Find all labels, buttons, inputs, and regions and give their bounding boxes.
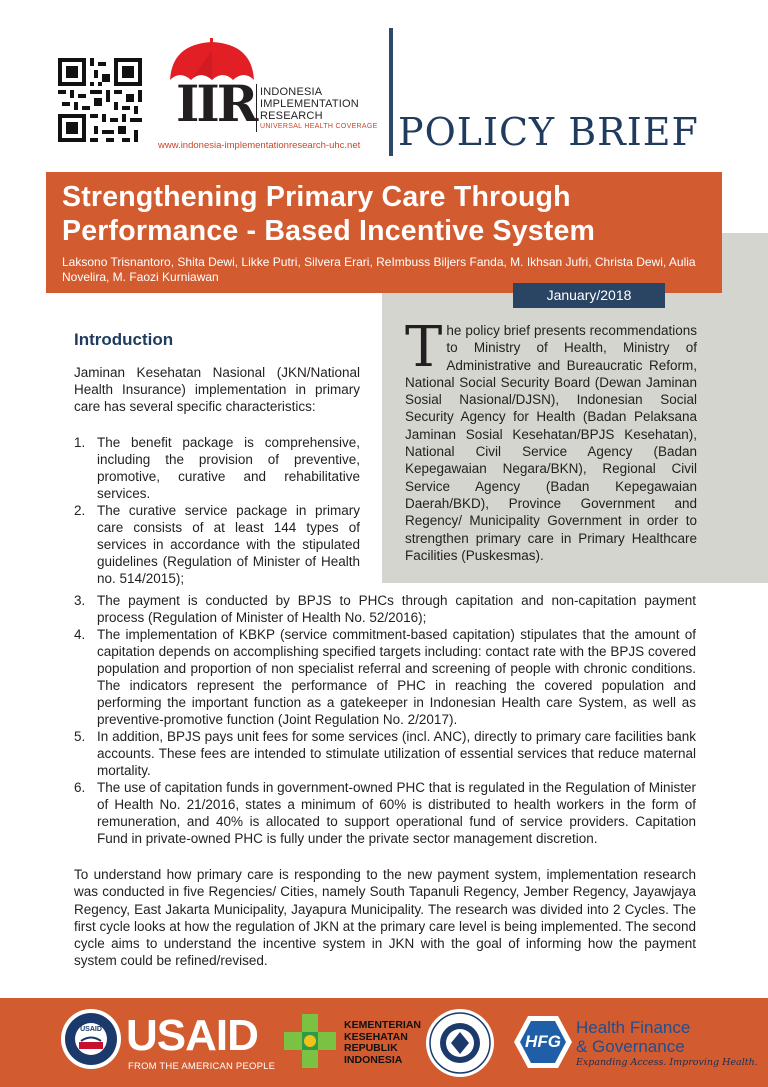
usaid-tagline: FROM THE AMERICAN PEOPLE <box>128 1061 276 1072</box>
list-item <box>74 502 360 587</box>
hfg-mark-text: HFG <box>525 1032 561 1051</box>
university-seal <box>425 1008 495 1078</box>
list-item-number: 3. <box>74 593 86 608</box>
kemenkes-text-line: KESEHATAN <box>344 1030 408 1043</box>
list-item <box>74 626 696 728</box>
summary-text <box>405 315 697 564</box>
org-name <box>260 86 378 131</box>
usaid-seal <box>60 1008 122 1070</box>
list-item <box>74 434 360 502</box>
summary-body: he policy brief presents recommendations to Ministry of Health, Ministry of Administrative and Bureaucratic Reform, National Social Security Board (Dewan Jaminan Sosial Nasional/DJSN), Indonesian Social Security Agency for Health (Badan Pelaksana Jaminan Sosial Kesehatan/BPJS Kesehatan), National Civil Service Agency (Badan Kepegawaian Negara/BKN), Regional Civil Service Agency (Badan Kepegawaian Daerah/BKD), Province Government and Regency/ Municipality Government in order to strengthen primary care in Primary Healthcare Facilities (Puskesmas). <box>405 323 697 563</box>
org-name-line: IMPLEMENTATION <box>260 98 359 110</box>
document-type-heading: POLICY BRIEF <box>398 110 699 154</box>
hfg-name-line: & Governance <box>576 1037 685 1056</box>
list-item <box>74 728 696 779</box>
introduction-lead: Jaminan Kesehatan Nasional (JKN/National Health Insurance) implementation in primary care has several specific characteristics: <box>74 365 360 414</box>
list-item-number: 6. <box>74 780 86 795</box>
drop-cap: T <box>405 315 443 380</box>
list-item-text: The use of capitation funds in government-owned PHC that is regulated in the Regulation of Minister of Health No. 21/2016, states a minimum of 60% is distributed to health workers in the form of remuneration, and 40% is allocated to support operational fund of service providers. Capitation Fund in private-owned PHC is fully under the private sector management discretion. <box>97 780 696 846</box>
author-list: Laksono Trisnantoro, Shita Dewi, Likke Putri, Silvera Erari, ReImbuss Biljers Fanda, M. Ikhsan Jufri, Christa Dewi, Aulia Novelira, M. Faozi Kurniawan <box>62 255 696 284</box>
footer-logo-bar <box>0 998 768 1087</box>
list-item <box>74 592 696 626</box>
iir-logo-letters: IIR <box>176 74 256 133</box>
kemenkes-text-line: REPUBLIK <box>344 1042 398 1054</box>
hfg-name-line: Health Finance <box>576 1018 691 1037</box>
hfg-wordmark <box>576 1018 758 1069</box>
website-link[interactable]: www.indonesia-implementationresearch-uhc.net <box>158 140 361 151</box>
org-tagline: UNIVERSAL HEALTH COVERAGE <box>260 123 378 130</box>
list-item <box>74 779 696 847</box>
header-divider-bar <box>389 28 393 156</box>
list-item-text: The implementation of KBKP (service commitment-based capitation) stipulates that the amount of capitation depends on accomplishing specified targets including: contact rate with the BPJS covered population and proportion of non specialist referral and screening of people with chronic conditions. The indicators represent the performance of PHC in reaching the covered population and performing the important function as a gatekeeper in Indonesian Health care System, as well as preventive-promotive function (Joint Regulation No. 2/2017). <box>97 627 696 727</box>
publication-date: January/2018 <box>513 283 665 308</box>
kemenkes-text <box>344 1020 421 1066</box>
hfg-logo-mark <box>512 1012 574 1072</box>
list-item-text: The curative service package in primary care consists of at least 144 types of services in accordance with the stipulated guidelines (Regulation of Minister of Health no. 514/2015); <box>97 503 360 586</box>
characteristics-list <box>74 434 360 587</box>
usaid-seal-text: USAID <box>80 1026 102 1033</box>
list-item-text: The benefit package is comprehensive, including the provision of preventive, promotive, curative and rehabilitative services. <box>97 435 360 501</box>
list-item-number: 2. <box>74 503 86 518</box>
hfg-tagline: Expanding Access. Improving Health. <box>576 1057 758 1068</box>
closing-paragraph: To understand how primary care is responding to the new payment system, implementation research was conducted in five Regencies/ Cities, namely South Tapanuli Regency, Jember Regency, Jayawjaya Regency, East Jakarta Municipality, Jayapura Municipality. The research was divided into 2 Cycles. The first cycle looks at how the regulation of JKN at the primary care level is being implemented. The second cycle aims to understand the incentive system in JKN with the goal of informing how the payment system could be refined/revised. <box>74 867 696 969</box>
introduction-heading: Introduction <box>74 330 174 349</box>
kemenkes-logo <box>280 1012 340 1070</box>
kemenkes-text-line: INDONESIA <box>344 1053 403 1066</box>
kemenkes-text-line: KEMENTERIAN <box>344 1019 422 1031</box>
org-name-line: INDONESIA <box>260 86 323 98</box>
org-name-line: RESEARCH <box>260 110 323 122</box>
list-item-number: 5. <box>74 729 86 744</box>
list-item-text: The payment is conducted by BPJS to PHCs through capitation and non-capitation payment process (Regulation of Minister of Health No. 52/2016); <box>97 593 696 625</box>
logo-divider <box>256 84 257 132</box>
list-item-number: 1. <box>74 435 86 450</box>
list-item-text: In addition, BPJS pays unit fees for some services (incl. ANC), directly to primary care facilities bank accounts. These fees are intended to stimulate utilization of essential services that reduce maternal mortality. <box>97 729 696 778</box>
characteristics-list-continued <box>74 592 696 847</box>
document-title: Strengthening Primary Care Through Performance - Based Incentive System <box>62 181 596 247</box>
usaid-wordmark: USAID <box>126 1011 258 1060</box>
qr-code <box>58 58 142 142</box>
list-item-number: 4. <box>74 627 86 642</box>
